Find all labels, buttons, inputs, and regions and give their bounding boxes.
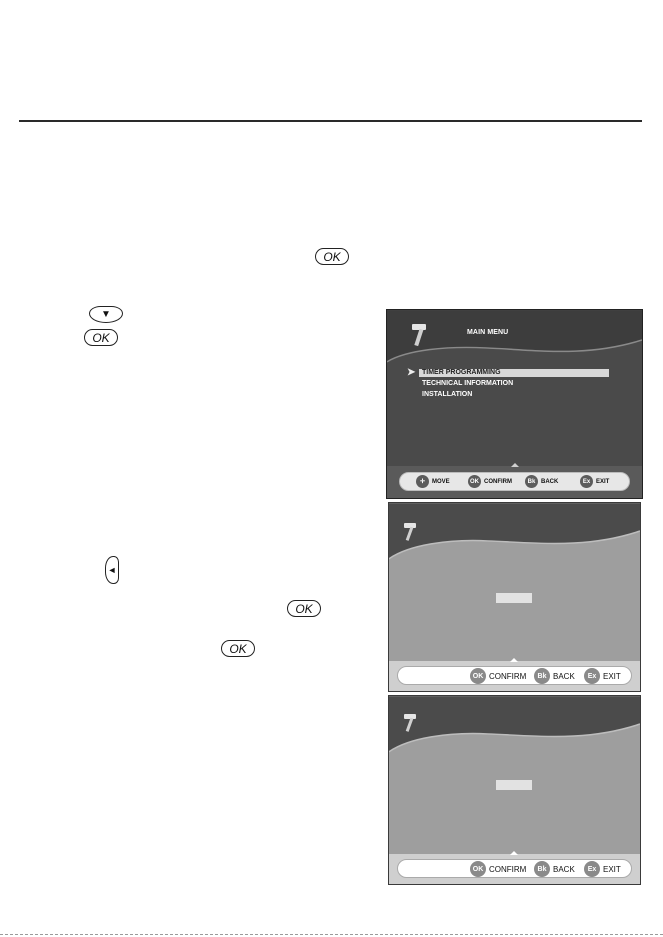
ok-key-icon: OK <box>468 475 481 488</box>
ok-button-icon: OK <box>84 329 118 346</box>
menu-item-technical-information[interactable]: TECHNICAL INFORMATION <box>422 380 514 387</box>
hint-exit: Ex EXIT <box>580 475 609 488</box>
menu-title: MAIN MENU <box>467 329 509 336</box>
ok-key-icon: OK <box>470 861 486 877</box>
hint-confirm: OK CONFIRM <box>470 668 526 684</box>
exit-key-icon: Ex <box>580 475 593 488</box>
ok-button-icon: OK <box>221 640 255 657</box>
header-wave <box>389 696 640 756</box>
value-field[interactable] <box>496 780 532 790</box>
screen-footer <box>389 661 640 691</box>
menu-footer <box>387 466 642 498</box>
value-field[interactable] <box>496 593 532 603</box>
hint-confirm: OK CONFIRM <box>470 861 526 877</box>
footer-hint-bar <box>397 666 632 685</box>
footer-hint-bar <box>399 472 630 491</box>
back-key-icon: Bk <box>525 475 538 488</box>
hint-exit: Ex EXIT <box>584 668 621 684</box>
hint-confirm: OK CONFIRM <box>468 475 512 488</box>
scroll-notch-icon <box>510 658 518 662</box>
page-cut-line <box>0 934 663 935</box>
hammer-icon <box>409 322 429 348</box>
hint-back: Bk BACK <box>525 475 558 488</box>
header-wave <box>389 503 640 563</box>
hammer-icon <box>401 712 419 734</box>
menu-item-timer-programming[interactable]: TIMER PROGRAMMING <box>419 369 609 377</box>
ok-key-icon: OK <box>470 668 486 684</box>
selection-cursor-icon: ➤ <box>407 367 416 378</box>
footer-hint-bar <box>397 859 632 878</box>
down-arrow-button-icon: ▼ <box>89 306 123 323</box>
exit-key-icon: Ex <box>584 861 600 877</box>
left-arrow-button-icon: ◄ <box>105 556 119 584</box>
settings-screen-2 <box>388 695 641 885</box>
scroll-notch-icon <box>511 463 519 467</box>
dpad-icon: ✛ <box>416 475 429 488</box>
exit-key-icon: Ex <box>584 668 600 684</box>
back-key-icon: Bk <box>534 668 550 684</box>
menu-item-installation[interactable]: INSTALLATION <box>422 391 473 398</box>
hint-exit: Ex EXIT <box>584 861 621 877</box>
ok-button-icon: OK <box>315 248 349 265</box>
hint-back: Bk BACK <box>534 668 575 684</box>
main-menu-screen <box>386 309 643 499</box>
ok-button-icon: OK <box>287 600 321 617</box>
hint-back: Bk BACK <box>534 861 575 877</box>
screen-footer <box>389 854 640 884</box>
back-key-icon: Bk <box>534 861 550 877</box>
header-rule <box>19 120 642 122</box>
hint-move: ✛ MOVE <box>416 475 450 488</box>
settings-screen-1 <box>388 502 641 692</box>
scroll-notch-icon <box>510 851 518 855</box>
hammer-icon <box>401 521 419 543</box>
